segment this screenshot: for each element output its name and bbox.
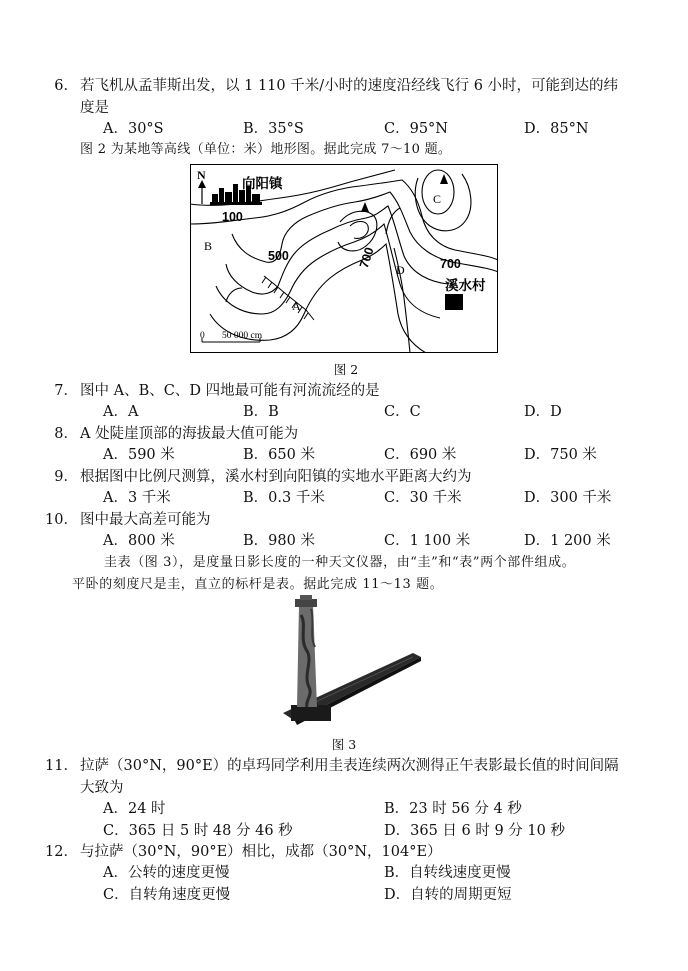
figure-3-gnomon-photo bbox=[273, 595, 423, 727]
option-b[interactable]: B．B bbox=[243, 404, 279, 420]
point-label-a: A bbox=[292, 299, 301, 313]
option-c[interactable]: C．365 日 5 时 48 分 46 秒 bbox=[103, 823, 293, 839]
point-label-c: C bbox=[433, 192, 442, 206]
option-a[interactable]: A．590 米 bbox=[103, 447, 175, 463]
option-a[interactable]: A．A bbox=[103, 404, 139, 420]
option-c[interactable]: C．30 千米 bbox=[384, 490, 462, 506]
contour-map-svg bbox=[190, 164, 498, 353]
question-9-options bbox=[103, 487, 623, 509]
option-d[interactable]: D．85°N bbox=[524, 121, 589, 137]
question-text-line1: 拉萨（30°N，90°E）的卓玛同学利用圭表连续两次测得正午表影最长值的时间间隔 bbox=[80, 758, 619, 774]
scale-value: 50 000 cm bbox=[222, 331, 263, 341]
north-label: N bbox=[197, 168, 206, 182]
option-a[interactable]: A．30°S bbox=[103, 121, 164, 137]
contour-label-700: 700 bbox=[356, 245, 377, 270]
question-6-options bbox=[103, 118, 623, 140]
gnomon-illustration bbox=[273, 595, 423, 727]
point-label-d: D bbox=[396, 263, 405, 277]
option-b[interactable]: B．23 时 56 分 4 秒 bbox=[384, 801, 522, 817]
question-6 bbox=[54, 75, 620, 119]
scale-zero: 0 bbox=[200, 331, 205, 341]
option-c[interactable]: C．C bbox=[384, 404, 421, 420]
option-a[interactable]: A．3 千米 bbox=[103, 490, 171, 506]
question-text: 根据图中比例尺测算，溪水村到向阳镇的实地水平距离大约为 bbox=[80, 469, 472, 485]
figure-2-intro: 图 2 为某地等高线（单位：米）地形图。据此完成 7～10 题。 bbox=[80, 142, 452, 157]
question-10-options bbox=[103, 530, 623, 552]
option-c[interactable]: C．95°N bbox=[384, 121, 448, 137]
question-11 bbox=[45, 755, 620, 799]
contour-label-500: 500 bbox=[268, 249, 289, 263]
question-8 bbox=[54, 423, 620, 445]
question-11-options-row2 bbox=[103, 820, 623, 842]
question-text-line2: 度是 bbox=[80, 100, 109, 116]
point-label-b: B bbox=[204, 239, 213, 253]
question-8-options bbox=[103, 444, 623, 466]
question-10 bbox=[45, 509, 620, 531]
option-d[interactable]: D．365 日 6 时 9 分 10 秒 bbox=[384, 823, 565, 839]
figure-3-caption: 图 3 bbox=[331, 737, 357, 752]
question-number: 12． bbox=[45, 844, 78, 860]
question-number: 9． bbox=[54, 469, 78, 485]
town-label: 向阳镇 bbox=[242, 176, 283, 192]
biao-pole bbox=[297, 605, 317, 707]
option-b[interactable]: B．0.3 千米 bbox=[243, 490, 325, 506]
option-a[interactable]: A．公转的速度更慢 bbox=[103, 865, 230, 881]
question-text: 图中最大高差可能为 bbox=[80, 512, 211, 528]
option-d[interactable]: D．300 千米 bbox=[524, 490, 612, 506]
question-9 bbox=[54, 466, 620, 488]
question-11-options-row1 bbox=[103, 798, 623, 820]
figure-2-contour-map bbox=[190, 164, 498, 353]
contour-label-700: 700 bbox=[440, 257, 461, 271]
option-c[interactable]: C．690 米 bbox=[384, 447, 457, 463]
question-12-options-row2 bbox=[103, 884, 623, 906]
contour-label-100: 100 bbox=[222, 210, 243, 224]
option-d[interactable]: D．750 米 bbox=[524, 447, 597, 463]
option-a[interactable]: A．800 米 bbox=[103, 533, 175, 549]
option-b[interactable]: B．35°S bbox=[243, 121, 304, 137]
village-label: 溪水村 bbox=[445, 278, 486, 294]
question-number: 7． bbox=[54, 383, 78, 399]
option-d[interactable]: D．1 200 米 bbox=[524, 533, 611, 549]
option-c[interactable]: C．1 100 米 bbox=[384, 533, 471, 549]
question-7-options bbox=[103, 401, 623, 423]
option-c[interactable]: C．自转角速度更慢 bbox=[103, 887, 231, 903]
question-number: 11． bbox=[45, 758, 78, 774]
option-b[interactable]: B．980 米 bbox=[243, 533, 315, 549]
option-d[interactable]: D．D bbox=[524, 404, 562, 420]
question-text: 图中 A、B、C、D 四地最可能有河流流经的是 bbox=[80, 383, 380, 399]
village-icon bbox=[445, 294, 463, 310]
option-b[interactable]: B．自转线速度更慢 bbox=[384, 865, 511, 881]
option-d[interactable]: D．自转的周期更短 bbox=[384, 887, 512, 903]
question-number: 8． bbox=[54, 426, 78, 442]
figure-3-intro-line1: 圭表（图 3），是度量日影长度的一种天文仪器，由“圭”和“表”两个部件组成。 bbox=[104, 555, 576, 570]
question-12-options-row1 bbox=[103, 862, 623, 884]
question-text-line1: 若飞机从孟菲斯出发，以 1 110 千米/小时的速度沿经线飞行 6 小时，可能到达的纬 bbox=[80, 78, 619, 94]
question-number: 6． bbox=[54, 78, 78, 94]
question-number: 10． bbox=[45, 512, 78, 528]
question-7 bbox=[54, 380, 620, 402]
option-b[interactable]: B．650 米 bbox=[243, 447, 315, 463]
gnomon-base bbox=[291, 705, 331, 721]
question-text-line2: 大致为 bbox=[80, 780, 124, 796]
figure-2-caption: 图 2 bbox=[333, 362, 359, 377]
question-12 bbox=[45, 841, 620, 863]
question-text: A 处陡崖顶部的海拔最大值可能为 bbox=[80, 426, 299, 442]
option-a[interactable]: A．24 时 bbox=[103, 801, 166, 817]
question-text: 与拉萨（30°N，90°E）相比，成都（30°N，104°E） bbox=[80, 844, 442, 860]
figure-3-intro-line2: 平卧的刻度尺是圭，直立的标杆是表。据此完成 11～13 题。 bbox=[72, 577, 444, 592]
